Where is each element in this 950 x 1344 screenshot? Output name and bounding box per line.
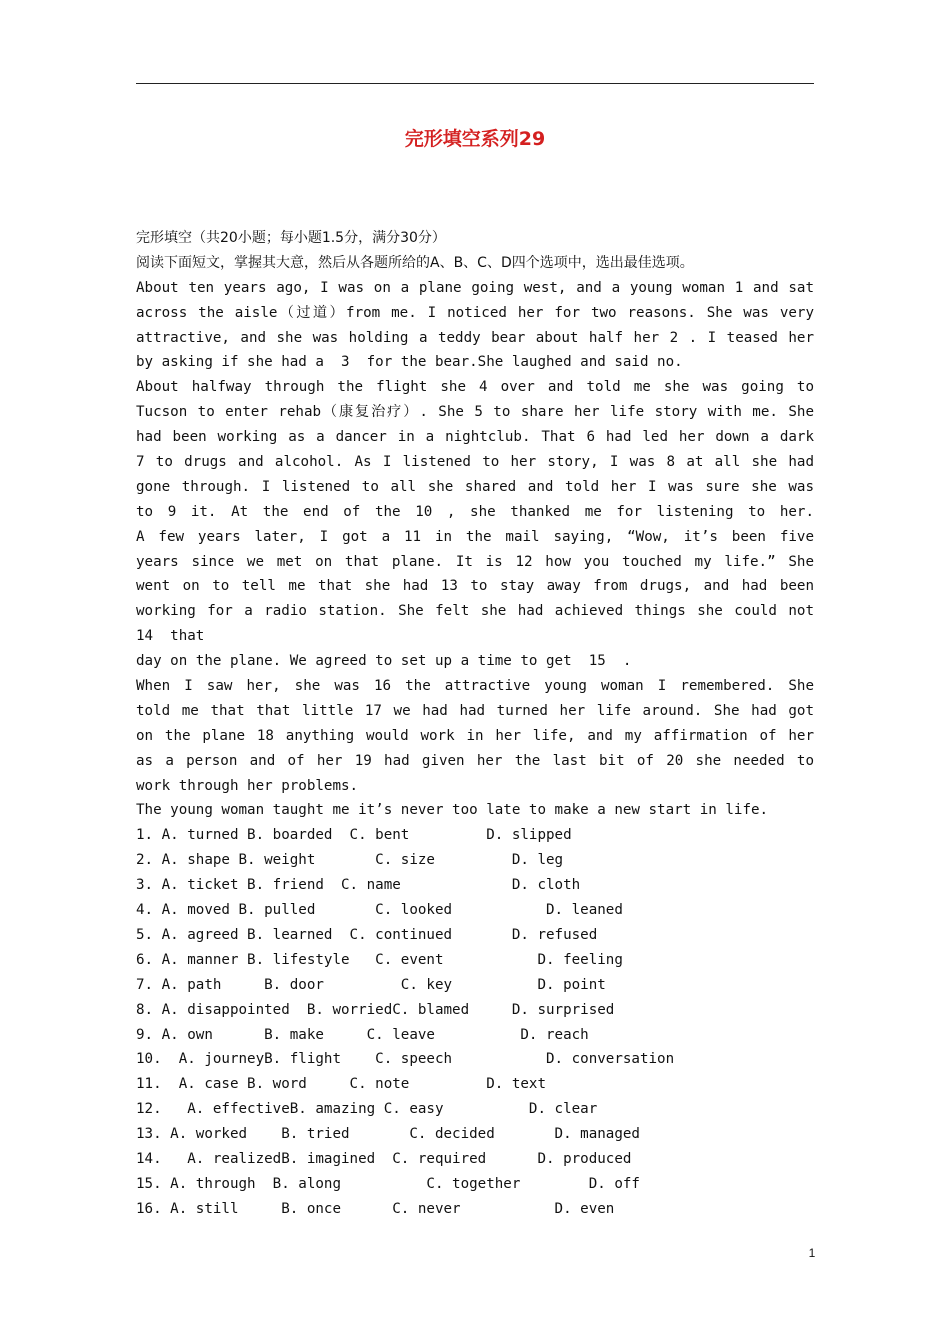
option-row: 5. A. agreed B. learned C. continued D. refused (136, 926, 598, 943)
passage-line: years since we met on that plane. It is 12 how you touched my life.” She (136, 553, 814, 570)
passage-line: gone through. I listened to all she shared and told her I was sure she was (136, 478, 814, 495)
passage-line: About halfway through the flight she 4 over and told me she was going to (136, 379, 814, 396)
document-body (136, 226, 814, 1222)
option-row: 16. A. still B. once C. never D. even (136, 1200, 615, 1217)
option-row: 11. A. case B. word C. note D. text (136, 1076, 546, 1093)
option-row: 12. A. effectiveB. amazing C. easy D. clear (136, 1101, 598, 1118)
option-row: 4. A. moved B. pulled C. looked D. leaned (136, 902, 623, 919)
passage-line: When I saw her, she was 16 the attractive young woman I remembered. She (136, 678, 814, 695)
passage-line: working for a radio station. She felt she had achieved things she could not (136, 603, 814, 620)
option-row: 14. A. realizedB. imagined C. required D. produced (136, 1150, 632, 1167)
passage-line: 7 to drugs and alcohol. As I listened to her story, I was 8 at all she had (136, 454, 814, 471)
passage-line: on the plane 18 anything would work in her life, and my affirmation of her (136, 727, 814, 744)
passage-line: 14 that (136, 628, 205, 645)
passage-line: A few years later, I got a 11 in the mail saying, “Wow, it’s been five (136, 528, 814, 545)
passage-line: had been working as a dancer in a nightclub. That 6 had led her down a dark (136, 429, 814, 446)
page-number: 1 (808, 1246, 816, 1260)
passage-line: as a person and of her 19 had given her the last bit of 20 she needed to (136, 752, 814, 769)
passage-line: across the aisle（过道）from me. I noticed her for two reasons. She was very (136, 304, 814, 321)
passage-line: About ten years ago, I was on a plane going west, and a young woman 1 and sat (136, 279, 814, 296)
option-row: 2. A. shape B. weight C. size D. leg (136, 852, 564, 869)
options-list (136, 823, 814, 1221)
option-row: 8. A. disappointed B. worriedC. blamed D. surprised (136, 1001, 615, 1018)
option-row: 15. A. through B. along C. together D. off (136, 1175, 640, 1192)
section-heading: 完形填空（共20小题；每小题1.5分，满分30分） (136, 230, 446, 246)
page-title: 完形填空系列29 (404, 128, 546, 150)
passage-line: went on to tell me that she had 13 to stay away from drugs, and had been (136, 578, 814, 595)
passage-line: Tucson to enter rehab（康复治疗）. She 5 to share her life story with me. She (136, 404, 814, 421)
passage-line: told me that that little 17 we had had turned her life around. She had got (136, 702, 814, 719)
passage (136, 276, 814, 824)
option-row: 9. A. own B. make C. leave D. reach (136, 1026, 589, 1043)
passage-line: attractive, and she was holding a teddy bear about half her 2 . I teased her (136, 329, 814, 346)
header-rule (136, 83, 814, 84)
passage-line: by asking if she had a 3 for the bear.She laughed and said no. (136, 354, 683, 371)
passage-line: The young woman taught me it’s never too late to make a new start in life. (136, 802, 769, 819)
option-row: 6. A. manner B. lifestyle C. event D. feeling (136, 951, 623, 968)
passage-line: day on the plane. We agreed to set up a time to get 15 . (136, 653, 632, 670)
option-row: 1. A. turned B. boarded C. bent D. slipped (136, 827, 572, 844)
option-row: 10. A. journeyB. flight C. speech D. conversation (136, 1051, 675, 1068)
option-row: 13. A. worked B. tried C. decided D. managed (136, 1126, 640, 1143)
passage-line: work through her problems. (136, 777, 359, 794)
instructions: 阅读下面短文，掌握其大意，然后从各题所给的A、B、C、D四个选项中，选出最佳选项。 (136, 254, 694, 271)
option-row: 7. A. path B. door C. key D. point (136, 976, 606, 993)
passage-line: to 9 it. At the end of the 10 , she thanked me for listening to her. (136, 503, 814, 520)
option-row: 3. A. ticket B. friend C. name D. cloth (136, 877, 581, 894)
